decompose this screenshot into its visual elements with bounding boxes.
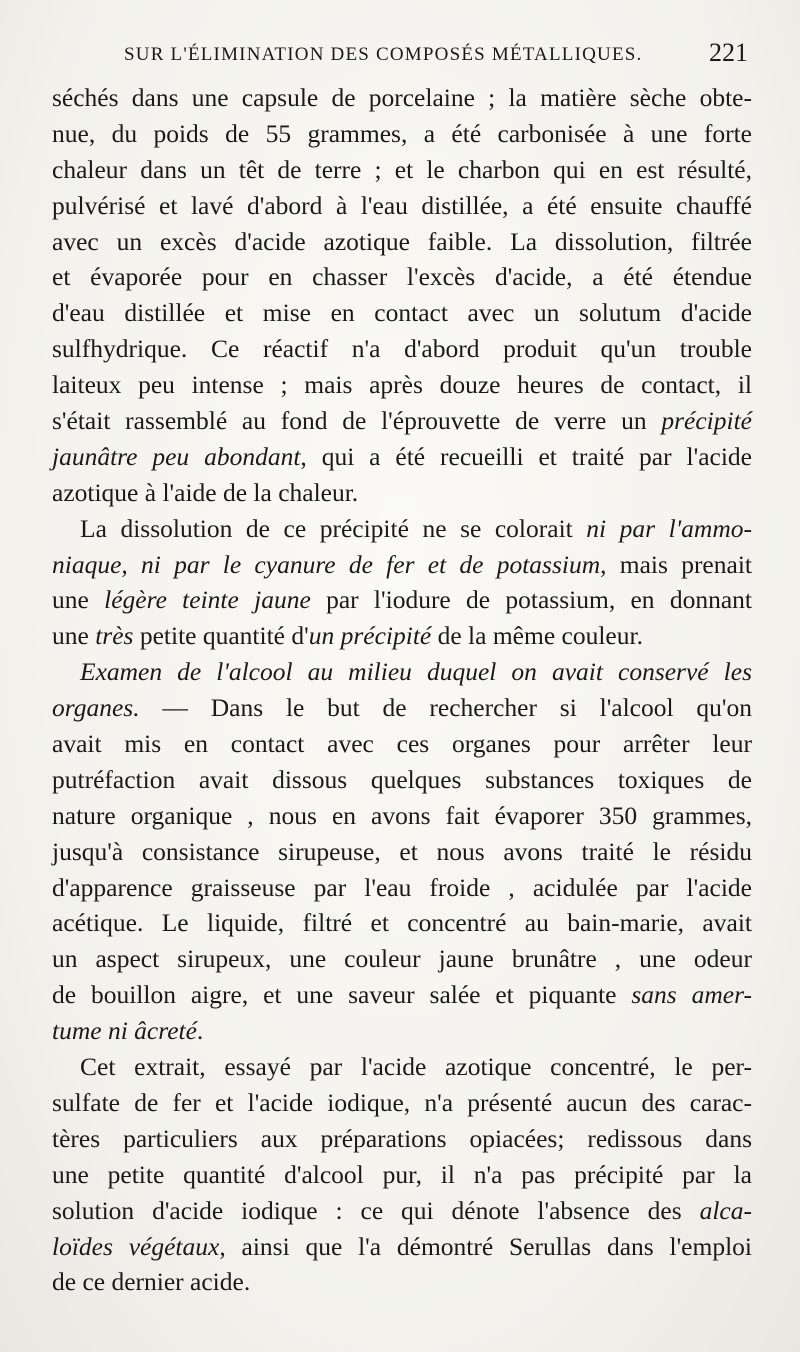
text-line	[52, 690, 752, 726]
text-segment: acétique. Le liquide, filtré et concentré au bain-marie, avait	[52, 908, 752, 938]
italic-text: légère teinte jaune	[104, 585, 311, 615]
text-segment: , mais prenait	[600, 549, 752, 579]
text-line	[52, 1121, 752, 1157]
text-line	[52, 905, 752, 941]
text-segment: avait mis en contact avec ces organes pour arrêter leur	[52, 729, 752, 759]
text-segment: une	[52, 621, 96, 651]
text-line	[52, 1013, 752, 1049]
text-segment: s'était rassemblé au fond de l'éprouvette de verre un	[52, 406, 662, 436]
italic-text: Examen de l'alcool au milieu duquel on avait conservé les	[80, 657, 752, 687]
text-line	[52, 1157, 752, 1193]
text-segment: putréfaction avait dissous quelques substances toxiques de	[52, 764, 752, 794]
text-line	[52, 654, 752, 690]
text-segment: laiteux peu intense ; mais après douze heures de contact, il	[52, 370, 752, 400]
text-segment: sulfhydrique. Ce réactif n'a d'abord produit qu'un trouble	[52, 334, 752, 364]
text-line	[52, 116, 752, 152]
text-segment: Cet extrait, essayé par l'acide azotique concentré, le per-	[80, 1052, 752, 1082]
text-line	[52, 977, 752, 1013]
page-number: 221	[709, 38, 748, 67]
italic-text: jaunâtre peu abondant	[52, 441, 301, 471]
italic-text: alca-	[699, 1195, 752, 1225]
text-line	[52, 1085, 752, 1121]
text-segment: petite quantité d'	[133, 621, 309, 651]
italic-text: tume ni âcreté	[52, 1016, 197, 1046]
text-segment: , qui a été recueilli et traité par l'acide	[300, 441, 752, 471]
text-line	[52, 403, 752, 439]
text-segment: avec un excès d'acide azotique faible. La dissolution, filtrée	[52, 226, 752, 256]
text-segment: séchés dans une capsule de porcelaine ; la matière sèche obte-	[52, 83, 752, 112]
text-line	[52, 367, 752, 403]
text-line	[52, 80, 752, 116]
text-segment: de la même couleur.	[431, 621, 643, 651]
text-segment: un aspect sirupeux, une couleur jaune brunâtre , une odeur	[52, 944, 752, 974]
text-line	[52, 762, 752, 798]
text-line	[52, 1049, 752, 1085]
text-segment: solution d'acide iodique : ce qui dénote l'absence des	[52, 1195, 700, 1225]
text-segment: de ce dernier acide.	[52, 1267, 251, 1297]
italic-text: très	[95, 621, 134, 651]
text-line	[52, 582, 752, 618]
text-line	[52, 798, 752, 834]
text-line	[52, 152, 752, 188]
italic-text: organes.	[52, 693, 140, 723]
running-header	[124, 38, 748, 68]
text-line	[52, 547, 752, 583]
text-segment: nature organique , nous en avons fait évaporer 350 grammes,	[52, 800, 752, 830]
text-line	[52, 439, 752, 475]
text-line	[52, 331, 752, 367]
text-line	[52, 834, 752, 870]
text-line	[52, 259, 752, 295]
text-segment: nue, du poids de 55 grammes, a été carbonisée à une forte	[52, 118, 752, 148]
italic-text: sans amer-	[631, 980, 752, 1010]
text-line	[52, 475, 752, 511]
text-segment: pulvérisé et lavé d'abord à l'eau distillée, a été ensuite chauffé	[52, 190, 752, 220]
text-segment: La dissolution de ce précipité ne se colorait	[80, 513, 587, 543]
italic-text: un précipité	[308, 621, 432, 651]
text-segment: une	[52, 585, 105, 615]
text-segment: azotique à l'aide de la chaleur.	[52, 477, 359, 507]
text-segment: sulfate de fer et l'acide iodique, n'a présenté aucun des carac-	[52, 1087, 752, 1117]
text-line	[52, 941, 752, 977]
text-line	[52, 870, 752, 906]
text-line	[52, 618, 752, 654]
text-line	[52, 1193, 752, 1229]
italic-text: loïdes végétaux	[52, 1231, 220, 1261]
text-segment: une petite quantité d'alcool pur, il n'a pas précipité par la	[52, 1159, 752, 1189]
italic-text: précipité	[661, 406, 752, 436]
italic-text: ni par l'ammo-	[586, 513, 752, 543]
text-segment: , ainsi que l'a démontré Serullas dans l'emploi	[219, 1231, 752, 1261]
text-segment: .	[196, 1016, 204, 1046]
text-segment: tères particuliers aux préparations opiacées; redissous dans	[52, 1123, 752, 1153]
text-segment: par l'iodure de potassium, en donnant	[310, 585, 753, 615]
text-segment: — Dans le but de rechercher si l'alcool qu'on	[139, 693, 752, 723]
text-line	[52, 188, 752, 224]
text-line	[52, 1229, 752, 1265]
text-line	[52, 1264, 752, 1300]
running-title: SUR L'ÉLIMINATION DES COMPOSÉS MÉTALLIQUES.	[124, 44, 643, 65]
text-segment: jusqu'à consistance sirupeuse, et nous avons traité le résidu	[52, 836, 752, 866]
text-segment: d'apparence graisseuse par l'eau froide , acidulée par l'acide	[52, 872, 752, 902]
body-text	[52, 80, 752, 1300]
text-line	[52, 224, 752, 260]
text-segment: d'eau distillée et mise en contact avec un solutum d'acide	[52, 298, 752, 328]
text-segment: chaleur dans un têt de terre ; et le charbon qui en est résulté,	[52, 154, 752, 184]
text-line	[52, 511, 752, 547]
text-segment: de bouillon aigre, et une saveur salée et piquante	[52, 980, 632, 1010]
text-segment: et évaporée pour en chasser l'excès d'acide, a été étendue	[52, 262, 752, 292]
text-line	[52, 295, 752, 331]
text-line	[52, 726, 752, 762]
italic-text: niaque, ni par le cyanure de fer et de potassium	[52, 549, 601, 579]
